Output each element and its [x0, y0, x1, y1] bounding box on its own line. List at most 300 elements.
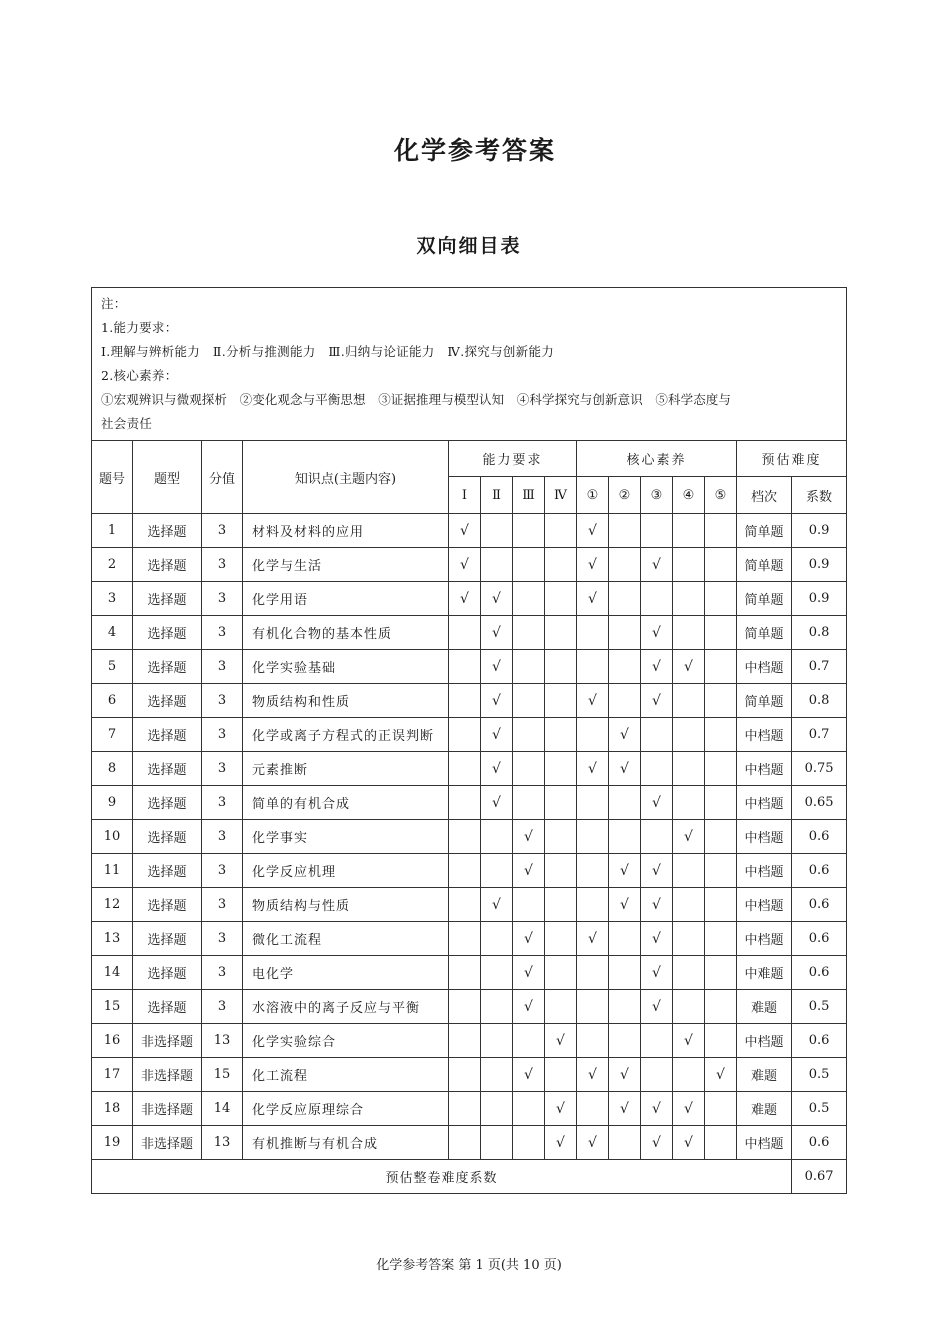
literacy-cell-2 — [609, 922, 641, 956]
question-score: 14 — [202, 1092, 243, 1126]
ability-cell-4 — [545, 582, 577, 616]
ability-cell-1 — [449, 650, 481, 684]
notes-label: 注： — [101, 296, 127, 311]
question-topic: 电化学 — [243, 956, 449, 990]
ability-cell-3 — [513, 616, 545, 650]
literacy-cell-1: √ — [577, 548, 609, 582]
question-score: 3 — [202, 684, 243, 718]
ability-cell-1 — [449, 1126, 481, 1160]
ability-cell-2 — [481, 1024, 513, 1058]
literacy-cell-3: √ — [641, 854, 673, 888]
ability-cell-1 — [449, 1024, 481, 1058]
literacy-heading: 2.核心素养： — [101, 368, 178, 383]
literacy-cell-1 — [577, 1024, 609, 1058]
question-type: 选择题 — [133, 718, 202, 752]
table-row — [92, 820, 847, 854]
question-no: 16 — [92, 1024, 133, 1058]
header-literacy-2: ② — [609, 477, 641, 514]
literacy-cell-3 — [641, 582, 673, 616]
literacy-cell-4 — [673, 684, 705, 718]
difficulty-level: 中档题 — [737, 786, 792, 820]
literacy-cell-4 — [673, 718, 705, 752]
table-row — [92, 514, 847, 548]
ability-cell-3: √ — [513, 956, 545, 990]
question-no: 14 — [92, 956, 133, 990]
ability-cell-3 — [513, 1092, 545, 1126]
ability-cell-2 — [481, 922, 513, 956]
question-no: 8 — [92, 752, 133, 786]
question-type: 非选择题 — [133, 1126, 202, 1160]
literacy-cell-2 — [609, 956, 641, 990]
difficulty-level: 中档题 — [737, 650, 792, 684]
literacy-cell-4: √ — [673, 1126, 705, 1160]
literacy-cell-1 — [577, 990, 609, 1024]
question-topic: 元素推断 — [243, 752, 449, 786]
ability-cell-2: √ — [481, 616, 513, 650]
ability-cell-2 — [481, 514, 513, 548]
literacy-cell-5 — [705, 1024, 737, 1058]
difficulty-coef: 0.9 — [792, 514, 847, 548]
literacy-cell-1 — [577, 718, 609, 752]
literacy-cell-1 — [577, 820, 609, 854]
difficulty-level: 中档题 — [737, 820, 792, 854]
question-type: 选择题 — [133, 820, 202, 854]
question-no: 10 — [92, 820, 133, 854]
table-row — [92, 1058, 847, 1092]
question-no: 13 — [92, 922, 133, 956]
question-type: 选择题 — [133, 888, 202, 922]
specification-table — [91, 287, 847, 1194]
literacy-cell-1: √ — [577, 684, 609, 718]
difficulty-level: 难题 — [737, 990, 792, 1024]
difficulty-level: 简单题 — [737, 548, 792, 582]
literacy-cell-1: √ — [577, 1058, 609, 1092]
literacy-cell-5 — [705, 582, 737, 616]
question-topic: 化工流程 — [243, 1058, 449, 1092]
ability-cell-4 — [545, 922, 577, 956]
summary-label: 预估整卷难度系数 — [92, 1160, 792, 1194]
difficulty-level: 中难题 — [737, 956, 792, 990]
difficulty-coef: 0.6 — [792, 854, 847, 888]
question-no: 18 — [92, 1092, 133, 1126]
literacy-cell-1 — [577, 650, 609, 684]
question-type: 非选择题 — [133, 1058, 202, 1092]
header-topic: 知识点(主题内容) — [243, 441, 449, 514]
question-score: 3 — [202, 582, 243, 616]
ability-cell-1: √ — [449, 582, 481, 616]
ability-cell-3 — [513, 752, 545, 786]
literacy-cell-5 — [705, 514, 737, 548]
page-title: 化学参考答案 — [393, 136, 556, 165]
literacy-cell-5 — [705, 548, 737, 582]
ability-cell-2 — [481, 854, 513, 888]
ability-cell-3: √ — [513, 854, 545, 888]
difficulty-coef: 0.7 — [792, 718, 847, 752]
question-type: 选择题 — [133, 548, 202, 582]
literacy-cell-2 — [609, 1024, 641, 1058]
ability-cell-4: √ — [545, 1024, 577, 1058]
ability-cell-1 — [449, 1092, 481, 1126]
ability-heading: 1.能力要求： — [101, 320, 178, 335]
question-type: 选择题 — [133, 786, 202, 820]
difficulty-coef: 0.9 — [792, 548, 847, 582]
header-literacy-5: ⑤ — [705, 477, 737, 514]
question-topic: 化学反应原理综合 — [243, 1092, 449, 1126]
ability-cell-1 — [449, 718, 481, 752]
header-literacy-3: ③ — [641, 477, 673, 514]
question-type: 选择题 — [133, 956, 202, 990]
question-score: 3 — [202, 548, 243, 582]
difficulty-level: 中档题 — [737, 922, 792, 956]
table-row — [92, 922, 847, 956]
ability-cell-2: √ — [481, 888, 513, 922]
ability-cell-4 — [545, 616, 577, 650]
header-no: 题号 — [92, 441, 133, 514]
question-topic: 化学实验综合 — [243, 1024, 449, 1058]
question-topic: 微化工流程 — [243, 922, 449, 956]
difficulty-coef: 0.5 — [792, 1058, 847, 1092]
ability-cell-2 — [481, 1058, 513, 1092]
difficulty-level: 简单题 — [737, 582, 792, 616]
ability-legend: Ⅰ.理解与辨析能力 Ⅱ.分析与推测能力 Ⅲ.归纳与论证能力 Ⅳ.探究与创新能力 — [101, 344, 555, 359]
table-row — [92, 990, 847, 1024]
table-row — [92, 888, 847, 922]
literacy-cell-2 — [609, 1126, 641, 1160]
ability-cell-3 — [513, 888, 545, 922]
ability-cell-1 — [449, 616, 481, 650]
question-no: 11 — [92, 854, 133, 888]
page-footer: 化学参考答案 第 1 页(共 10 页) — [376, 1258, 562, 1273]
question-no: 1 — [92, 514, 133, 548]
literacy-cell-4 — [673, 854, 705, 888]
ability-cell-1 — [449, 1058, 481, 1092]
literacy-cell-2: √ — [609, 888, 641, 922]
literacy-cell-5 — [705, 820, 737, 854]
literacy-cell-2 — [609, 650, 641, 684]
ability-cell-3: √ — [513, 990, 545, 1024]
literacy-cell-3 — [641, 514, 673, 548]
summary-row — [92, 1160, 847, 1194]
literacy-cell-2 — [609, 582, 641, 616]
difficulty-level: 简单题 — [737, 514, 792, 548]
table-row — [92, 1126, 847, 1160]
ability-cell-3: √ — [513, 922, 545, 956]
literacy-cell-2 — [609, 616, 641, 650]
literacy-cell-1 — [577, 1092, 609, 1126]
question-score: 3 — [202, 514, 243, 548]
ability-cell-4: √ — [545, 1126, 577, 1160]
literacy-cell-4 — [673, 922, 705, 956]
literacy-cell-3: √ — [641, 650, 673, 684]
literacy-cell-3: √ — [641, 616, 673, 650]
ability-cell-2 — [481, 1092, 513, 1126]
ability-cell-4: √ — [545, 1092, 577, 1126]
question-no: 9 — [92, 786, 133, 820]
ability-cell-1 — [449, 990, 481, 1024]
header-coef: 系数 — [792, 477, 847, 514]
literacy-legend-line2: 社会责任 — [101, 416, 153, 431]
literacy-cell-4 — [673, 616, 705, 650]
literacy-cell-2: √ — [609, 1092, 641, 1126]
literacy-cell-2: √ — [609, 854, 641, 888]
ability-cell-4 — [545, 854, 577, 888]
difficulty-coef: 0.75 — [792, 752, 847, 786]
question-no: 4 — [92, 616, 133, 650]
literacy-cell-4 — [673, 1058, 705, 1092]
ability-cell-2: √ — [481, 684, 513, 718]
literacy-cell-5 — [705, 752, 737, 786]
question-type: 非选择题 — [133, 1092, 202, 1126]
ability-cell-1 — [449, 820, 481, 854]
literacy-cell-3: √ — [641, 548, 673, 582]
ability-cell-4 — [545, 888, 577, 922]
ability-cell-3 — [513, 514, 545, 548]
literacy-cell-2 — [609, 548, 641, 582]
table-row — [92, 1024, 847, 1058]
question-topic: 有机推断与有机合成 — [243, 1126, 449, 1160]
question-score: 3 — [202, 786, 243, 820]
ability-cell-1 — [449, 922, 481, 956]
literacy-cell-5 — [705, 854, 737, 888]
literacy-cell-3: √ — [641, 684, 673, 718]
difficulty-coef: 0.9 — [792, 582, 847, 616]
question-no: 3 — [92, 582, 133, 616]
literacy-cell-5 — [705, 684, 737, 718]
difficulty-level: 难题 — [737, 1092, 792, 1126]
difficulty-coef: 0.6 — [792, 820, 847, 854]
header-ability-3: Ⅲ — [513, 477, 545, 514]
ability-cell-2: √ — [481, 582, 513, 616]
question-topic: 有机化合物的基本性质 — [243, 616, 449, 650]
header-ability-2: Ⅱ — [481, 477, 513, 514]
question-score: 15 — [202, 1058, 243, 1092]
ability-cell-3 — [513, 718, 545, 752]
question-score: 3 — [202, 854, 243, 888]
literacy-cell-1: √ — [577, 514, 609, 548]
literacy-cell-2: √ — [609, 1058, 641, 1092]
header-difficulty: 预估难度 — [737, 441, 847, 477]
difficulty-level: 简单题 — [737, 684, 792, 718]
ability-cell-4 — [545, 786, 577, 820]
literacy-cell-2 — [609, 514, 641, 548]
ability-cell-3 — [513, 1024, 545, 1058]
table-row — [92, 650, 847, 684]
question-topic: 化学用语 — [243, 582, 449, 616]
table-row — [92, 752, 847, 786]
question-type: 选择题 — [133, 616, 202, 650]
question-type: 选择题 — [133, 514, 202, 548]
literacy-cell-1: √ — [577, 1126, 609, 1160]
literacy-cell-4 — [673, 582, 705, 616]
table-row — [92, 786, 847, 820]
literacy-cell-5 — [705, 1092, 737, 1126]
table-row — [92, 582, 847, 616]
ability-cell-4 — [545, 1058, 577, 1092]
literacy-cell-5 — [705, 718, 737, 752]
question-type: 选择题 — [133, 922, 202, 956]
question-score: 3 — [202, 718, 243, 752]
ability-cell-2: √ — [481, 718, 513, 752]
ability-cell-3 — [513, 582, 545, 616]
difficulty-level: 中档题 — [737, 752, 792, 786]
table-row — [92, 956, 847, 990]
question-score: 3 — [202, 616, 243, 650]
literacy-cell-5 — [705, 616, 737, 650]
ability-cell-3: √ — [513, 820, 545, 854]
header-literacy-1: ① — [577, 477, 609, 514]
ability-cell-2 — [481, 956, 513, 990]
question-topic: 化学与生活 — [243, 548, 449, 582]
header-ability: 能力要求 — [449, 441, 577, 477]
literacy-cell-5 — [705, 888, 737, 922]
ability-cell-3 — [513, 786, 545, 820]
difficulty-coef: 0.8 — [792, 616, 847, 650]
literacy-cell-2: √ — [609, 752, 641, 786]
table-row — [92, 684, 847, 718]
header-literacy: 核心素养 — [577, 441, 737, 477]
header-ability-1: Ⅰ — [449, 477, 481, 514]
literacy-cell-5 — [705, 1126, 737, 1160]
literacy-cell-1 — [577, 956, 609, 990]
question-no: 5 — [92, 650, 133, 684]
difficulty-coef: 0.6 — [792, 1126, 847, 1160]
ability-cell-3 — [513, 650, 545, 684]
question-type: 选择题 — [133, 854, 202, 888]
question-type: 选择题 — [133, 684, 202, 718]
ability-cell-2: √ — [481, 786, 513, 820]
difficulty-coef: 0.65 — [792, 786, 847, 820]
literacy-cell-2 — [609, 820, 641, 854]
literacy-cell-3: √ — [641, 1092, 673, 1126]
literacy-cell-1 — [577, 616, 609, 650]
question-no: 2 — [92, 548, 133, 582]
ability-cell-1 — [449, 752, 481, 786]
question-score: 3 — [202, 820, 243, 854]
question-topic: 化学事实 — [243, 820, 449, 854]
table-row — [92, 616, 847, 650]
question-no: 15 — [92, 990, 133, 1024]
literacy-cell-3 — [641, 718, 673, 752]
literacy-cell-5 — [705, 786, 737, 820]
difficulty-coef: 0.5 — [792, 1092, 847, 1126]
question-score: 13 — [202, 1024, 243, 1058]
difficulty-level: 中档题 — [737, 718, 792, 752]
difficulty-coef: 0.6 — [792, 922, 847, 956]
ability-cell-2 — [481, 990, 513, 1024]
ability-cell-1 — [449, 888, 481, 922]
table-row — [92, 718, 847, 752]
literacy-cell-3: √ — [641, 888, 673, 922]
question-no: 12 — [92, 888, 133, 922]
difficulty-level: 中档题 — [737, 888, 792, 922]
ability-cell-1 — [449, 786, 481, 820]
difficulty-level: 简单题 — [737, 616, 792, 650]
literacy-cell-1: √ — [577, 752, 609, 786]
ability-cell-2 — [481, 820, 513, 854]
literacy-cell-1 — [577, 888, 609, 922]
literacy-cell-1 — [577, 854, 609, 888]
literacy-legend-line1: ①宏观辨识与微观探析 ②变化观念与平衡思想 ③证据推理与模型认知 ④科学探究与创新意识 ⑤科学态度与 — [101, 392, 732, 407]
question-no: 17 — [92, 1058, 133, 1092]
ability-cell-4 — [545, 684, 577, 718]
notes-cell — [92, 288, 847, 441]
question-topic: 材料及材料的应用 — [243, 514, 449, 548]
literacy-cell-3: √ — [641, 956, 673, 990]
literacy-cell-4 — [673, 888, 705, 922]
question-type: 选择题 — [133, 752, 202, 786]
header-ability-4: Ⅳ — [545, 477, 577, 514]
literacy-cell-1: √ — [577, 922, 609, 956]
literacy-cell-4 — [673, 548, 705, 582]
literacy-cell-4: √ — [673, 650, 705, 684]
literacy-cell-5: √ — [705, 1058, 737, 1092]
summary-value: 0.67 — [792, 1160, 847, 1194]
ability-cell-3 — [513, 684, 545, 718]
literacy-cell-4 — [673, 786, 705, 820]
difficulty-level: 中档题 — [737, 854, 792, 888]
literacy-cell-3 — [641, 1058, 673, 1092]
difficulty-coef: 0.6 — [792, 888, 847, 922]
question-score: 3 — [202, 752, 243, 786]
question-topic: 化学或离子方程式的正误判断 — [243, 718, 449, 752]
ability-cell-2 — [481, 1126, 513, 1160]
question-topic: 物质结构和性质 — [243, 684, 449, 718]
ability-cell-2: √ — [481, 752, 513, 786]
question-score: 3 — [202, 956, 243, 990]
question-type: 选择题 — [133, 582, 202, 616]
question-no: 6 — [92, 684, 133, 718]
ability-cell-3 — [513, 1126, 545, 1160]
header-score: 分值 — [202, 441, 243, 514]
question-score: 3 — [202, 650, 243, 684]
ability-cell-2: √ — [481, 650, 513, 684]
table-row — [92, 1092, 847, 1126]
difficulty-level: 中档题 — [737, 1024, 792, 1058]
literacy-cell-3: √ — [641, 1126, 673, 1160]
literacy-cell-2 — [609, 786, 641, 820]
question-type: 选择题 — [133, 650, 202, 684]
ability-cell-1: √ — [449, 548, 481, 582]
literacy-cell-3: √ — [641, 786, 673, 820]
literacy-cell-4 — [673, 990, 705, 1024]
literacy-cell-3: √ — [641, 922, 673, 956]
ability-cell-1 — [449, 956, 481, 990]
table-row — [92, 548, 847, 582]
literacy-cell-3: √ — [641, 990, 673, 1024]
header-literacy-4: ④ — [673, 477, 705, 514]
literacy-cell-5 — [705, 922, 737, 956]
literacy-cell-4: √ — [673, 1024, 705, 1058]
literacy-cell-4 — [673, 752, 705, 786]
ability-cell-4 — [545, 548, 577, 582]
literacy-cell-5 — [705, 956, 737, 990]
header-level: 档次 — [737, 477, 792, 514]
question-score: 3 — [202, 990, 243, 1024]
question-topic: 化学实验基础 — [243, 650, 449, 684]
difficulty-coef: 0.6 — [792, 956, 847, 990]
question-no: 19 — [92, 1126, 133, 1160]
literacy-cell-2 — [609, 684, 641, 718]
question-no: 7 — [92, 718, 133, 752]
literacy-cell-3 — [641, 1024, 673, 1058]
literacy-cell-4 — [673, 514, 705, 548]
literacy-cell-5 — [705, 990, 737, 1024]
literacy-cell-5 — [705, 650, 737, 684]
header-type: 题型 — [133, 441, 202, 514]
literacy-cell-1 — [577, 786, 609, 820]
question-type: 非选择题 — [133, 1024, 202, 1058]
literacy-cell-2 — [609, 990, 641, 1024]
